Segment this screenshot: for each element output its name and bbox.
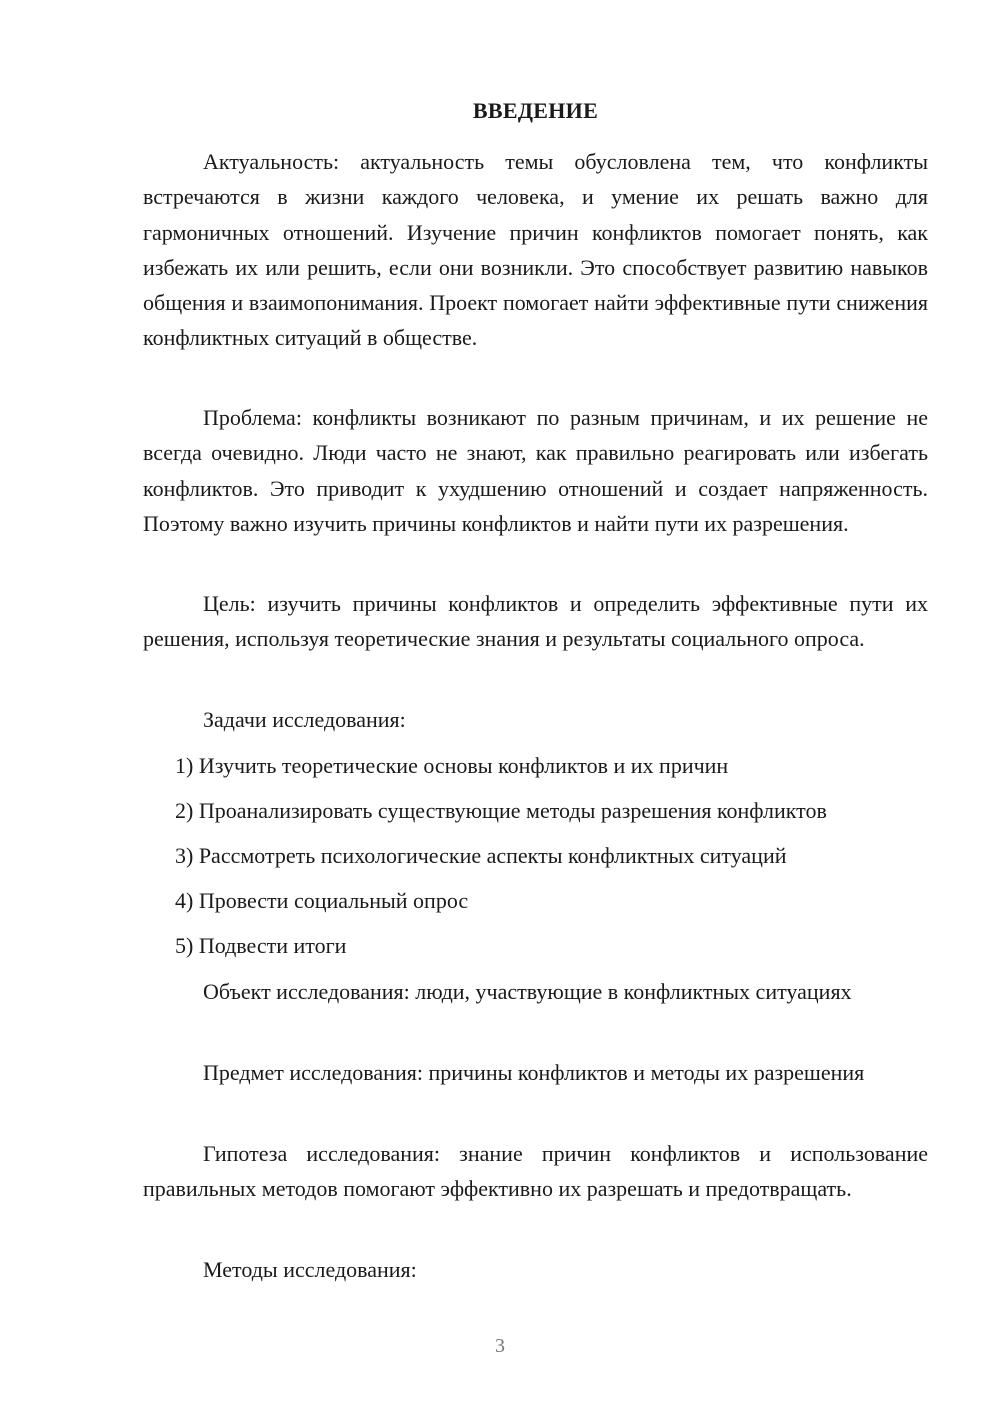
problem-paragraph: Проблема: конфликты возникают по разным причинам, и их решение не всегда очевидно. Люди часто не знают, как правильно реагировать или избегать конфликтов. Это приводит к ухудшению отношений и создает напряженность. Поэтому важно изучить причины конфликтов и найти пути их разрешения. — [143, 405, 928, 536]
section-heading: ВВЕДЕНИЕ — [472, 98, 599, 123]
hypothesis-paragraph: Гипотеза исследования: знание причин конфликтов и использование правильных методов помогают эффективно их разрешать и предотвращать. — [143, 1141, 928, 1202]
task-item-3: 3) Рассмотреть психологические аспекты конфликтных ситуаций — [175, 843, 787, 868]
relevance-paragraph: Актуальность: актуальность темы обусловлена тем, что конфликты встречаются в жизни каждого человека, и умение их решать важно для гармоничных отношений. Изучение причин конфликтов помогает понять, как избежать их или решить, если они возникли. Это способствует развитию навыков общения и взаимопонимания. Проект помогает найти эффективные пути снижения конфликтных ситуаций в обществе. — [143, 149, 928, 351]
goal-paragraph: Цель: изучить причины конфликтов и определить эффективные пути их решения, используя теоретические знания и результаты социального опроса. — [143, 591, 928, 652]
task-item-4: 4) Провести социальный опрос — [175, 888, 469, 913]
object-paragraph: Объект исследования: люди, участвующие в конфликтных ситуациях — [203, 979, 852, 1004]
task-item-5: 5) Подвести итоги — [175, 933, 347, 958]
task-item-2: 2) Проанализировать существующие методы разрешения конфликтов — [175, 798, 827, 823]
methods-title: Методы исследования: — [203, 1257, 417, 1282]
task-item-1: 1) Изучить теоретические основы конфликтов и их причин — [175, 753, 729, 778]
page-number: 3 — [495, 1335, 505, 1357]
tasks-title: Задачи исследования: — [203, 707, 406, 732]
subject-paragraph: Предмет исследования: причины конфликтов и методы их разрешения — [203, 1060, 865, 1085]
